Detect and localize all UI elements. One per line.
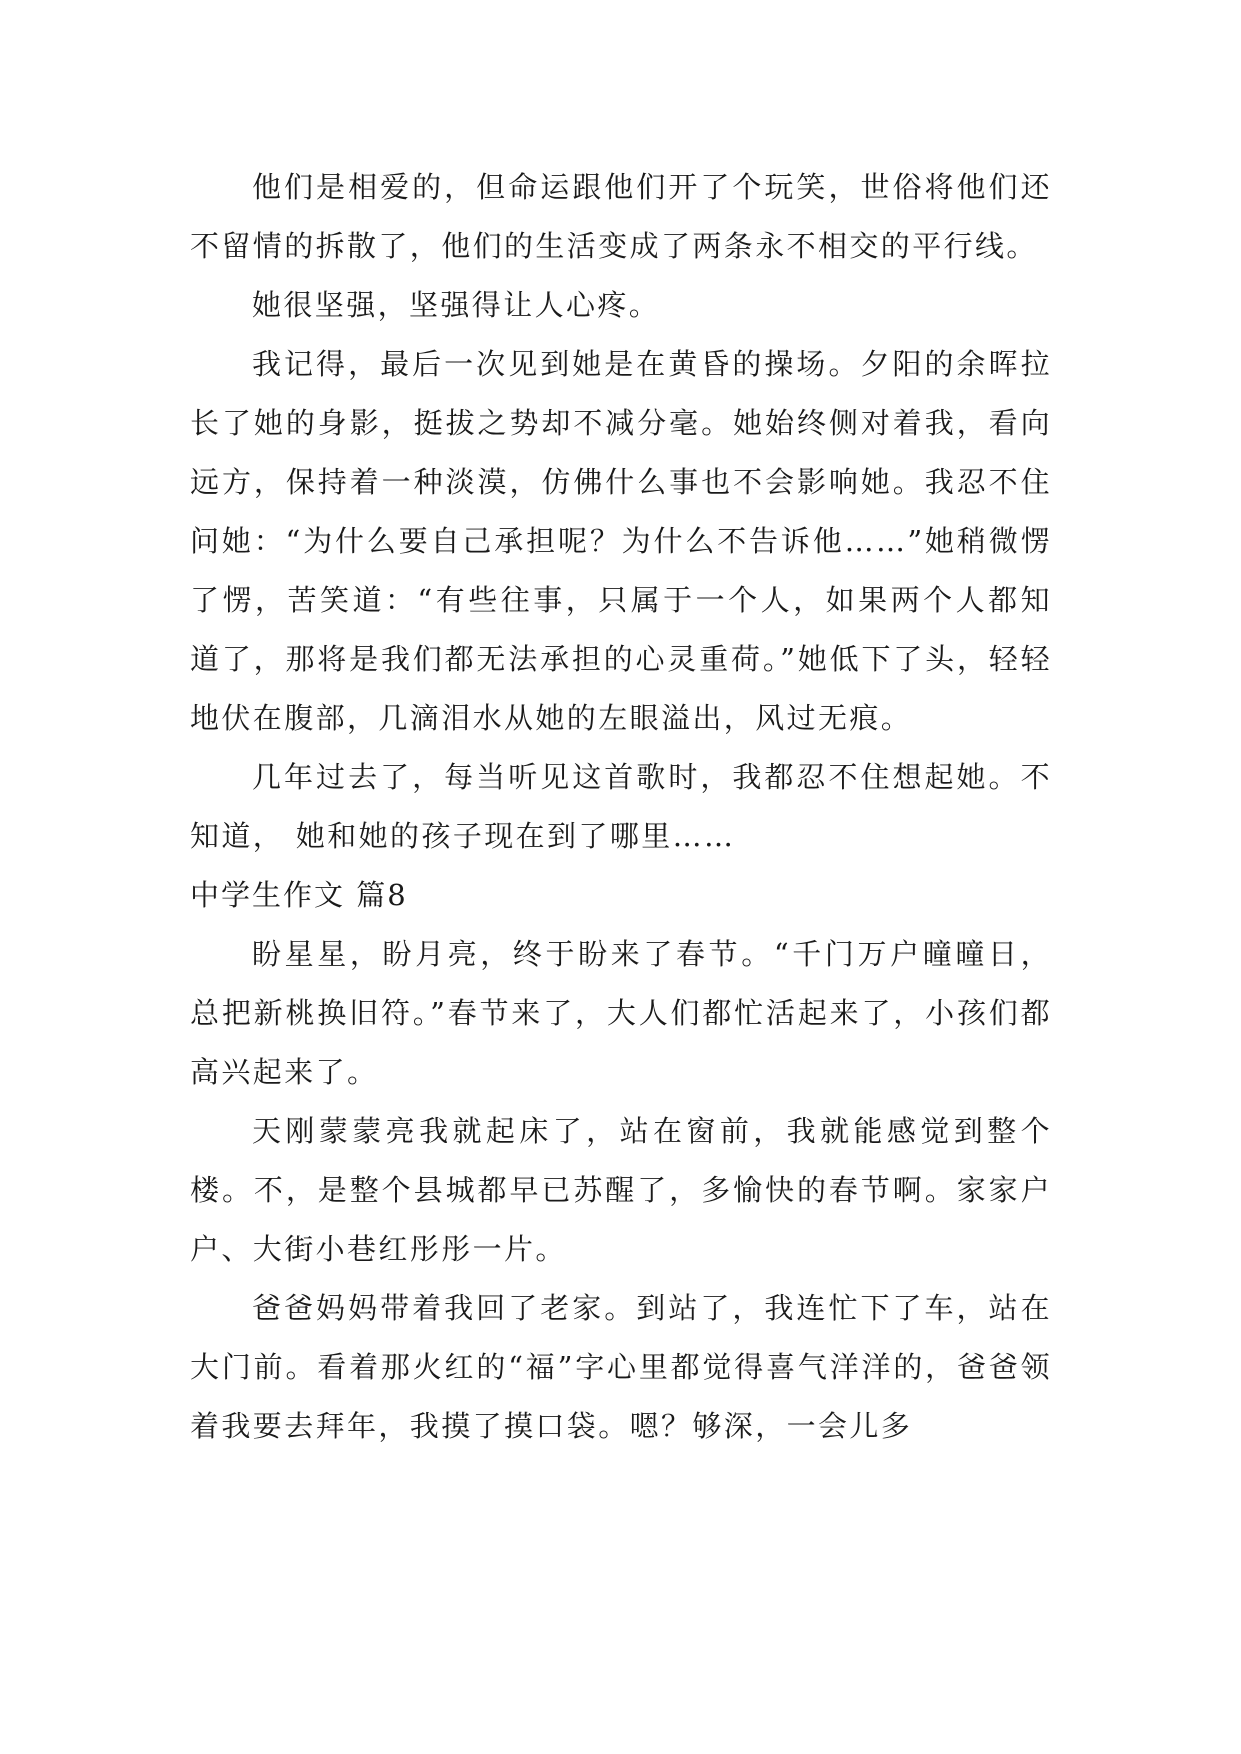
document-page <box>190 158 1052 1456</box>
paragraph-2: 她很坚强，坚强得让人心疼。 <box>252 288 661 322</box>
paragraph-5: 盼星星，盼月亮，终于盼来了春节。“千门万户曈曈日，总把新桃换旧符。”春节来了，大人们都忙活起来了，小孩们都高兴起来了。 <box>190 937 1052 1089</box>
paragraph-6: 天刚蒙蒙亮我就起床了，站在窗前，我就能感觉到整个楼。不，是整个县城都早已苏醒了，多愉快的春节啊。家家户户、大街小巷红彤彤一片。 <box>190 1114 1052 1266</box>
paragraph-7: 爸爸妈妈带着我回了老家。到站了，我连忙下了车，站在大门前。看着那火红的“福”字心里都觉得喜气洋洋的，爸爸领着我要去拜年，我摸了摸口袋。嗯？够深，一会儿多 <box>190 1291 1052 1443</box>
paragraph-1: 他们是相爱的，但命运跟他们开了个玩笑，世俗将他们还不留情的拆散了，他们的生活变成了两条永不相交的平行线。 <box>190 170 1052 263</box>
paragraph-3: 我记得，最后一次见到她是在黄昏的操场。夕阳的余晖拉长了她的身影，挺拔之势却不减分毫。她始终侧对着我，看向远方，保持着一种淡漠，仿佛什么事也不会影响她。我忍不住问她：“为什么要自己承担呢？为什么不告诉他……”她稍微愣了愣，苦笑道：“有些往事，只属于一个人，如果两个人都知道了，那将是我们都无法承担的心灵重荷。”她低下了头，轻轻地伏在腹部，几滴泪水从她的左眼溢出，风过无痕。 <box>190 347 1052 735</box>
section-heading: 中学生作文 篇8 <box>190 878 408 912</box>
paragraph-4: 几年过去了，每当听见这首歌时，我都忍不住想起她。不知道， 她和她的孩子现在到了哪里…… <box>190 760 1052 853</box>
